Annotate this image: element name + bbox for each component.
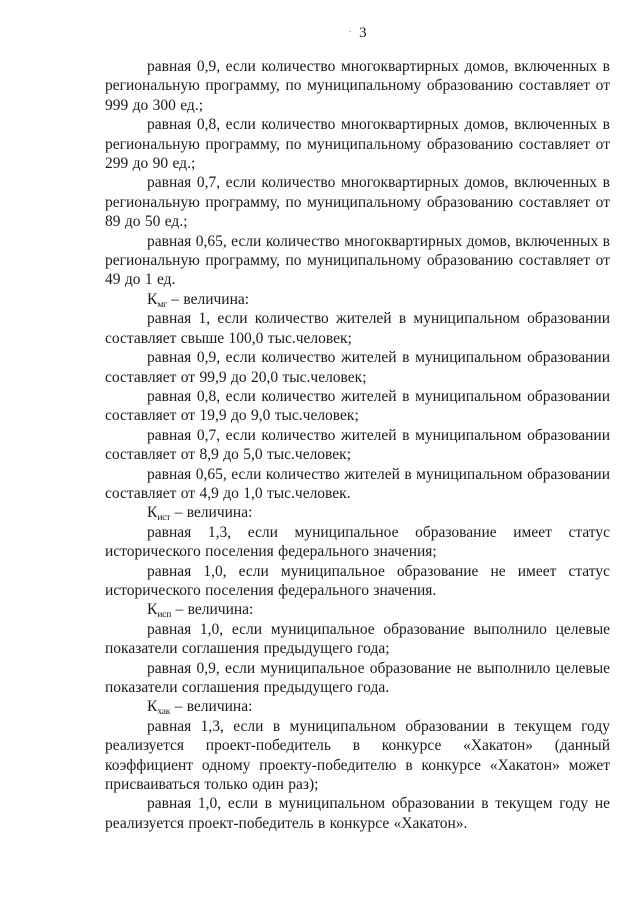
paragraph: равная 0,9, если количество жителей в муниципальном образовании составляет от 99,9 до 20,0 тыс.человек; [105,349,610,386]
paragraph: равная 0,65, если количество многоквартирных домов, включенных в региональную программу, по муниципальному образованию составляет от 49 до 1 ед. [105,232,610,289]
coefficient-label: – величина: [170,504,253,522]
paragraph: равная 0,7, если количество многоквартирных домов, включенных в региональную программу, по муниципальному образованию составляет от 89 до 50 ед.; [105,174,610,231]
coefficient-symbol: К [147,504,158,522]
coefficient-definition [105,600,610,619]
paragraph: равная 1,3, если в муниципальном образовании в текущем году реализуется проект-победитель в конкурсе «Хакатон» (данный коэффициент одному проекту-победителю в конкурсе «Хакатон» может присваиваться только один раз); [105,717,610,794]
coefficient-subscript: хак [157,707,171,718]
coefficient-label: – величина: [166,290,250,308]
paragraph: равная 0,8, если количество жителей в муниципальном образовании составляет от 19,9 до 9,0 тыс.человек; [105,387,610,425]
coefficient-definition [105,697,610,716]
coefficient-label: – величина: [171,601,254,619]
paragraph: равная 0,65, если количество жителей в муниципальном образовании составляет от 4,9 до 1,0 тыс.человек. [105,465,610,502]
coefficient-definition [105,503,610,522]
paragraph: равная 1,0, если муниципальное образование не имеет статус исторического поселения федерального значения. [105,562,610,599]
coefficient-definition [105,290,610,309]
page-number: 3 [359,25,367,41]
paragraph: равная 1,0, если муниципальное образование выполнило целевые показатели соглашения предыдущего года; [105,620,610,658]
coefficient-symbol: К [147,601,158,619]
paragraph: равная 1,0, если в муниципальном образовании в текущем году не реализуется проект-победитель в конкурсе «Хакатон». [105,795,610,832]
paragraph: равная 0,7, если количество жителей в муниципальном образовании составляет от 8,9 до 5,0 тыс.человек; [105,426,610,464]
coefficient-subscript: исп [157,610,172,621]
paragraph: равная 0,8, если количество многоквартирных домов, включенных в региональную программу, по муниципальному образованию составляет от 299 до 90 ед.; [105,116,610,173]
scan-artifact-dot: · [348,26,353,38]
page-number-line [105,24,610,42]
document-content [105,24,610,833]
coefficient-symbol: К [147,698,158,716]
paragraph: равная 0,9, если количество многоквартирных домов, включенных в региональную программу, по муниципальному образованию составляет от 999 до 300 ед.; [105,58,610,114]
paragraph: равная 1,3, если муниципальное образование имеет статус исторического поселения федерального значения; [105,523,610,561]
paragraph: равная 1, если количество жителей в муниципальном образовании составляет свыше 100,0 тыс.человек; [105,310,610,347]
coefficient-symbol: К [147,290,158,308]
coefficient-subscript: мг [157,299,167,310]
paragraph: равная 0,9, если муниципальное образование не выполнило целевые показатели соглашения предыдущего года. [105,659,610,696]
coefficient-label: – величина: [170,698,253,716]
coefficient-subscript: ист [157,513,171,524]
